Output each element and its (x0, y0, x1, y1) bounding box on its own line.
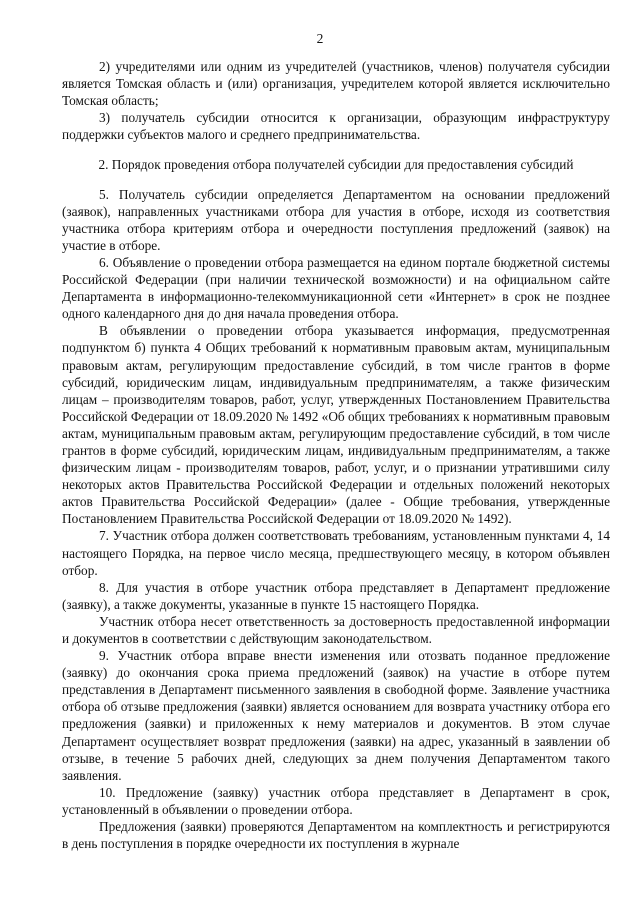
document-body (62, 58, 610, 852)
paragraph-subitem-2: 2) учредителями или одним из учредителей (участников, членов) получателя субсидии является Томская область и (или) организация, учредителем которой является исключительно Томская область; (62, 59, 610, 109)
paragraph-item-6: 6. Объявление о проведении отбора размещается на едином портале бюджетной системы Российской Федерации (при наличии технической возможности) и на официальном сайте Департамента в информационно-телекоммуникационной сети «Интернет» в срок не позднее одного календарного дня до дня начала проведения отбора. (62, 254, 610, 322)
paragraph-registration: Предложения (заявки) проверяются Департаментом на комплектность и регистрируются в день поступления в порядке очередности их поступления в журнале (62, 819, 610, 852)
paragraph-responsibility: Участник отбора несет ответственность за достоверность предоставленной информации и документов в соответствии с действующим законодательством. (62, 613, 610, 646)
paragraph-subitem-3: 3) получатель субсидии относится к организации, образующим инфраструктуру поддержки субъектов малого и среднего предпринимательства. (62, 110, 610, 143)
paragraph-announcement-info: В объявлении о проведении отбора указывается информация, предусмотренная подпунктом б) пункта 4 Общих требований к нормативным правовым актам, муниципальным правовым актам, регулирующим предоставление субсидий, в том числе грантов в форме субсидий, юридическим лицам, индивидуальным предпринимателям, а также физическим лицам – производителям товаров, работ, услуг, утвержденных Постановлением Правительства Российской Федерации от 18.09.2020 № 1492 «Об общих требованиях к нормативным правовым актам, муниципальным правовым актам, регулирующим предоставление субсидий, в том числе грантов в форме субсидий, юридическим лицам, индивидуальным предпринимателям, а также физическим лицам - производителям товаров, работ, услуг, и о признании утратившими силу некоторых актов Правительства Российской Федерации и отдельных положений некоторых актов Правительства Российской Федерации» (далее - Общие требования, утвержденные Постановлением Правительства Российской Федерации от 18.09.2020 № 1492). (62, 323, 611, 527)
paragraph-item-9: 9. Участник отбора вправе внести изменения или отозвать поданное предложение (заявку) до окончания срока приема предложений (заявок) на участие в отборе путем представления в Департамент письменного заявления в свободной форме. Заявление участника отбора об отзыве предложения (заявки) является основанием для возврата участнику отбора его предложения (заявки) и приложенных к нему материалов и документов. В этом случае Департамент осуществляет возврат предложения (заявки) на адрес, указанный в заявлении об отзыве, в течение 5 рабочих дней, следующих за днем получения Департаментом такого заявления. (62, 648, 610, 783)
paragraph-item-8: 8. Для участия в отборе участник отбора представляет в Департамент предложение (заявку), а также документы, указанные в пункте 15 настоящего Порядка. (62, 579, 610, 612)
paragraph-item-7: 7. Участник отбора должен соответствовать требованиям, установленным пунктами 4, 14 настоящего Порядка, на первое число месяца, предшествующего месяцу, в котором объявлен отбор. (62, 528, 610, 578)
page-number: 2 (316, 31, 324, 46)
paragraph-item-10: 10. Предложение (заявку) участник отбора представляет в Департамент в срок, установленный в объявлении о проведении отбора. (62, 784, 610, 817)
section-heading: 2. Порядок проведения отбора получателей субсидии для предоставления субсидий (98, 157, 574, 173)
paragraph-item-5: 5. Получатель субсидии определяется Департаментом на основании предложений (заявок), направленных участниками отбора для участия в отборе, исходя из соответствия участника отбора критериям отбора и очередности поступления предложений (заявок) на участие в отборе. (62, 186, 610, 253)
